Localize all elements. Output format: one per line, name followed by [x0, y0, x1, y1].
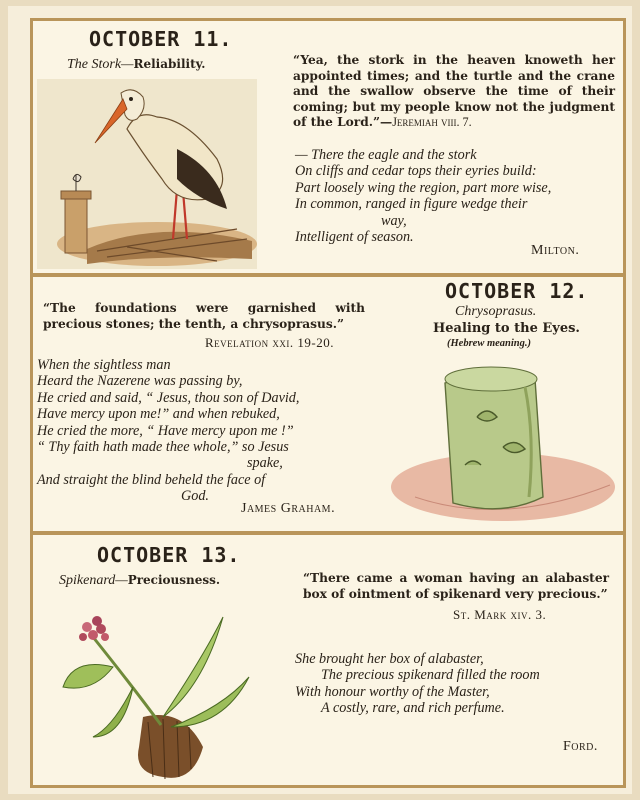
quote-oct-12: “The foundations were garnished with precious stones; the tenth, a chrysoprasus.” — [43, 301, 365, 331]
subtitle-oct-11 — [67, 57, 205, 73]
quote-reference: Jeremiah viii. 7. — [392, 115, 472, 129]
poem-line: — There the eagle and the stork — [295, 147, 477, 163]
poem-line: She brought her box of alabaster, — [295, 651, 484, 667]
poem-line: On cliffs and cedar tops their eyries build: — [295, 163, 537, 180]
poem-oct-12 — [37, 357, 299, 505]
quote-oct-13: “There came a woman having an alabaster box of ointment of spikenard very precious.” — [303, 571, 609, 601]
poem-line: Have mercy upon me!” and when rebuked, — [37, 406, 280, 423]
calendar-page — [8, 6, 632, 794]
subtitle-oct-13 — [59, 573, 220, 589]
subtitle-gothic: Reliability. — [133, 57, 206, 71]
poem-line: He cried the more, “ Have mercy upon me !” — [37, 422, 294, 439]
author-oct-11: Milton. — [531, 243, 580, 258]
poem-line: Heard the Nazerene was passing by, — [37, 373, 243, 390]
author-oct-13: Ford. — [563, 739, 598, 754]
poem-oct-13 — [295, 651, 540, 717]
panel-october-13 — [30, 532, 626, 788]
poem-line: He cried and said, “ Jesus, thou son of David, — [37, 389, 300, 406]
poem-line: God. — [181, 488, 209, 505]
panel-october-12 — [30, 274, 626, 534]
date-heading-oct-12: OCTOBER 12. — [445, 279, 589, 303]
poem-line: Part loosely wing the region, part more wise, — [295, 179, 552, 196]
spikenard-illustration — [53, 597, 253, 783]
poem-line: And straight the blind beheld the face of — [37, 471, 266, 488]
stork-illustration — [37, 79, 257, 269]
quote-reference-oct-13: St. Mark xiv. 3. — [453, 607, 547, 622]
subtitle-italic-oct-12: Chrysoprasus. — [455, 304, 537, 319]
panel-october-11 — [30, 18, 626, 276]
subtitle-gothic: Preciousness. — [127, 573, 221, 587]
poem-line: “ Thy faith hath made thee whole,” so Jesus — [37, 439, 289, 456]
quote-oct-11 — [293, 53, 615, 131]
date-heading-oct-13: OCTOBER 13. — [97, 543, 241, 567]
poem-line: A costly, rare, and rich perfume. — [321, 700, 505, 717]
quote-reference-oct-12: Revelation xxi. 19-20. — [205, 335, 334, 350]
poem-line: The precious spikenard filled the room — [321, 667, 540, 684]
hebrew-note-oct-12: (Hebrew meaning.) — [447, 338, 531, 349]
subtitle-italic: The Stork— — [67, 57, 134, 72]
poem-line: spake, — [247, 455, 283, 472]
date-heading-oct-11: OCTOBER 11. — [89, 27, 233, 51]
poem-oct-11 — [295, 147, 551, 245]
poem-line: Intelligent of season. — [295, 229, 414, 246]
subtitle-italic: Spikenard— — [59, 573, 128, 588]
quote-text: “Yea, the stork in the heaven knoweth her appointed times; and the turtle and the crane and the swallow observe the time of their coming; but my people know not the judgment of the Lord.”— — [293, 53, 615, 129]
poem-line: With honour worthy of the Master, — [295, 683, 490, 700]
poem-line: way, — [381, 212, 407, 229]
poem-line: When the sightless man — [37, 357, 171, 373]
poem-line: In common, ranged in figure wedge their — [295, 196, 528, 213]
author-oct-12: James Graham. — [241, 501, 336, 516]
chrysoprase-stone-illustration — [385, 357, 621, 527]
subtitle-gothic-oct-12: Healing to the Eyes. — [433, 321, 580, 336]
